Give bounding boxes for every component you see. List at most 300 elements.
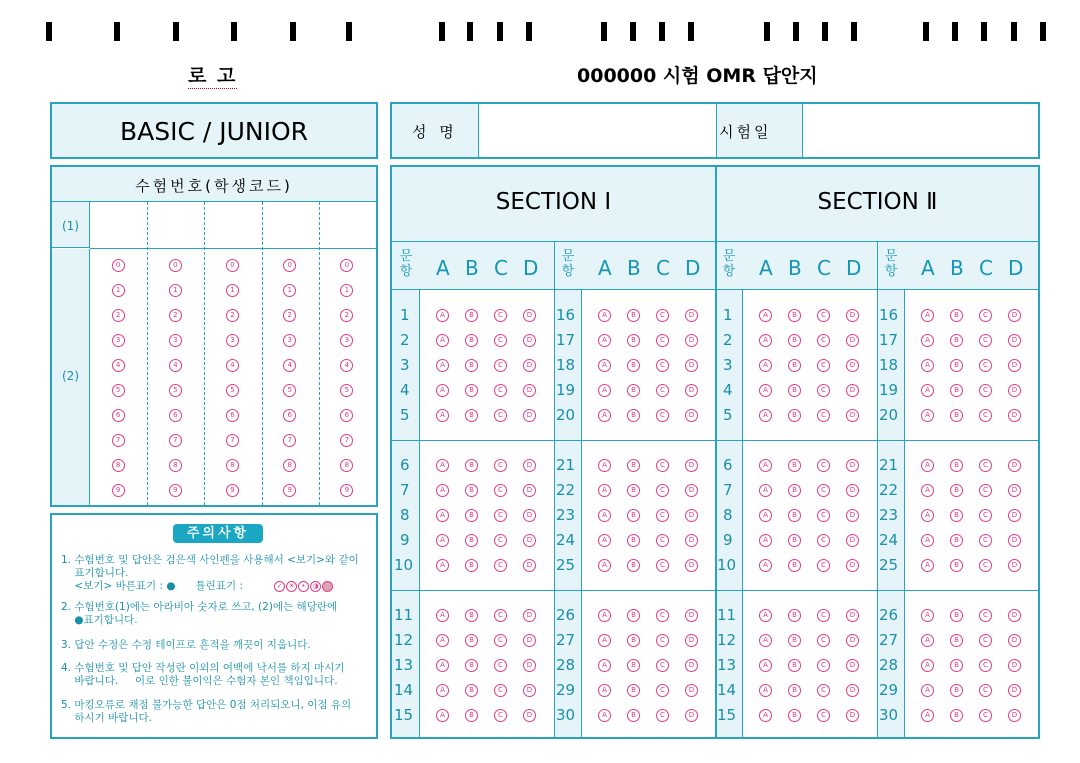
answer-bubble[interactable]: C bbox=[979, 634, 992, 647]
answer-bubble[interactable]: B bbox=[465, 384, 478, 397]
answer-bubble[interactable]: C bbox=[494, 609, 507, 622]
answer-bubble[interactable]: C bbox=[494, 684, 507, 697]
code-digit-bubble[interactable]: 4 bbox=[340, 359, 353, 372]
answer-bubble[interactable]: C bbox=[656, 459, 669, 472]
answer-bubble[interactable]: D bbox=[1008, 409, 1021, 422]
code-digit-bubble[interactable]: 3 bbox=[169, 334, 182, 347]
code-digit-bubble[interactable]: 0 bbox=[169, 259, 182, 272]
answer-bubble[interactable]: C bbox=[979, 384, 992, 397]
answer-bubble[interactable]: D bbox=[846, 659, 859, 672]
answer-bubble[interactable]: D bbox=[1008, 484, 1021, 497]
answer-bubble[interactable]: D bbox=[523, 659, 536, 672]
answer-bubble[interactable]: C bbox=[817, 659, 830, 672]
answer-bubble[interactable]: D bbox=[523, 709, 536, 722]
answer-bubble[interactable]: D bbox=[685, 609, 698, 622]
code-digit-bubble[interactable]: 3 bbox=[226, 334, 239, 347]
answer-bubble[interactable]: A bbox=[598, 384, 611, 397]
answer-bubble[interactable]: A bbox=[921, 609, 934, 622]
answer-bubble[interactable]: C bbox=[656, 359, 669, 372]
answer-bubble[interactable]: B bbox=[788, 409, 801, 422]
answer-bubble[interactable]: A bbox=[921, 459, 934, 472]
answer-bubble[interactable]: A bbox=[598, 684, 611, 697]
code-digit-bubble[interactable]: 1 bbox=[340, 284, 353, 297]
answer-bubble[interactable]: B bbox=[950, 309, 963, 322]
answer-bubble[interactable]: A bbox=[598, 709, 611, 722]
answer-bubble[interactable]: A bbox=[921, 309, 934, 322]
answer-bubble[interactable]: B bbox=[627, 359, 640, 372]
answer-bubble[interactable]: D bbox=[523, 359, 536, 372]
answer-bubble[interactable]: D bbox=[846, 459, 859, 472]
answer-bubble[interactable]: C bbox=[494, 634, 507, 647]
answer-bubble[interactable]: A bbox=[759, 359, 772, 372]
answer-bubble[interactable]: B bbox=[788, 459, 801, 472]
answer-bubble[interactable]: C bbox=[656, 559, 669, 572]
answer-bubble[interactable]: D bbox=[685, 659, 698, 672]
answer-bubble[interactable]: C bbox=[656, 534, 669, 547]
answer-bubble[interactable]: B bbox=[788, 384, 801, 397]
answer-bubble[interactable]: C bbox=[656, 309, 669, 322]
answer-bubble[interactable]: C bbox=[817, 484, 830, 497]
answer-bubble[interactable]: D bbox=[685, 534, 698, 547]
answer-bubble[interactable]: D bbox=[523, 634, 536, 647]
code-digit-bubble[interactable]: 2 bbox=[112, 309, 125, 322]
code-write-cell[interactable] bbox=[206, 204, 259, 246]
answer-bubble[interactable]: B bbox=[465, 359, 478, 372]
answer-bubble[interactable]: D bbox=[523, 309, 536, 322]
answer-bubble[interactable]: B bbox=[788, 609, 801, 622]
answer-bubble[interactable]: D bbox=[685, 684, 698, 697]
answer-bubble[interactable]: B bbox=[950, 709, 963, 722]
answer-bubble[interactable]: B bbox=[788, 334, 801, 347]
answer-bubble[interactable]: A bbox=[598, 659, 611, 672]
answer-bubble[interactable]: C bbox=[979, 359, 992, 372]
answer-bubble[interactable]: A bbox=[436, 559, 449, 572]
code-digit-bubble[interactable]: 9 bbox=[112, 484, 125, 497]
answer-bubble[interactable]: C bbox=[979, 334, 992, 347]
answer-bubble[interactable]: D bbox=[1008, 709, 1021, 722]
answer-bubble[interactable]: B bbox=[465, 509, 478, 522]
answer-bubble[interactable]: D bbox=[846, 384, 859, 397]
answer-bubble[interactable]: C bbox=[979, 309, 992, 322]
answer-bubble[interactable]: A bbox=[921, 409, 934, 422]
answer-bubble[interactable]: B bbox=[788, 359, 801, 372]
answer-bubble[interactable]: D bbox=[685, 509, 698, 522]
code-digit-bubble[interactable]: 3 bbox=[112, 334, 125, 347]
answer-bubble[interactable]: B bbox=[465, 334, 478, 347]
answer-bubble[interactable]: A bbox=[921, 509, 934, 522]
code-digit-bubble[interactable]: 0 bbox=[340, 259, 353, 272]
answer-bubble[interactable]: C bbox=[979, 484, 992, 497]
answer-bubble[interactable]: C bbox=[494, 709, 507, 722]
code-digit-bubble[interactable]: 1 bbox=[226, 284, 239, 297]
answer-bubble[interactable]: B bbox=[950, 409, 963, 422]
answer-bubble[interactable]: D bbox=[846, 709, 859, 722]
name-field[interactable] bbox=[480, 104, 716, 157]
answer-bubble[interactable]: B bbox=[950, 684, 963, 697]
code-digit-bubble[interactable]: 3 bbox=[283, 334, 296, 347]
answer-bubble[interactable]: A bbox=[759, 334, 772, 347]
code-digit-bubble[interactable]: 6 bbox=[112, 409, 125, 422]
answer-bubble[interactable]: D bbox=[685, 559, 698, 572]
answer-bubble[interactable]: B bbox=[627, 684, 640, 697]
answer-bubble[interactable]: C bbox=[494, 484, 507, 497]
answer-bubble[interactable]: B bbox=[465, 709, 478, 722]
answer-bubble[interactable]: C bbox=[817, 384, 830, 397]
answer-bubble[interactable]: D bbox=[846, 509, 859, 522]
answer-bubble[interactable]: B bbox=[627, 659, 640, 672]
answer-bubble[interactable]: B bbox=[465, 634, 478, 647]
answer-bubble[interactable]: D bbox=[685, 709, 698, 722]
answer-bubble[interactable]: D bbox=[1008, 459, 1021, 472]
answer-bubble[interactable]: D bbox=[1008, 609, 1021, 622]
answer-bubble[interactable]: C bbox=[979, 609, 992, 622]
answer-bubble[interactable]: C bbox=[979, 659, 992, 672]
code-digit-bubble[interactable]: 5 bbox=[112, 384, 125, 397]
answer-bubble[interactable]: B bbox=[788, 309, 801, 322]
answer-bubble[interactable]: C bbox=[656, 634, 669, 647]
answer-bubble[interactable]: C bbox=[817, 634, 830, 647]
answer-bubble[interactable]: C bbox=[656, 709, 669, 722]
answer-bubble[interactable]: B bbox=[627, 384, 640, 397]
answer-bubble[interactable]: D bbox=[1008, 534, 1021, 547]
answer-bubble[interactable]: D bbox=[523, 334, 536, 347]
code-digit-bubble[interactable]: 3 bbox=[340, 334, 353, 347]
code-digit-bubble[interactable]: 9 bbox=[169, 484, 182, 497]
answer-bubble[interactable]: D bbox=[846, 684, 859, 697]
answer-bubble[interactable]: A bbox=[436, 534, 449, 547]
answer-bubble[interactable]: D bbox=[523, 559, 536, 572]
code-digit-bubble[interactable]: 5 bbox=[169, 384, 182, 397]
answer-bubble[interactable]: A bbox=[759, 559, 772, 572]
answer-bubble[interactable]: B bbox=[465, 684, 478, 697]
answer-bubble[interactable]: C bbox=[494, 334, 507, 347]
answer-bubble[interactable]: B bbox=[627, 609, 640, 622]
answer-bubble[interactable]: A bbox=[436, 484, 449, 497]
answer-bubble[interactable]: B bbox=[627, 559, 640, 572]
answer-bubble[interactable]: A bbox=[598, 334, 611, 347]
code-digit-bubble[interactable]: 6 bbox=[340, 409, 353, 422]
answer-bubble[interactable]: D bbox=[1008, 384, 1021, 397]
answer-bubble[interactable]: A bbox=[598, 359, 611, 372]
answer-bubble[interactable]: B bbox=[627, 459, 640, 472]
code-digit-bubble[interactable]: 4 bbox=[169, 359, 182, 372]
answer-bubble[interactable]: C bbox=[656, 334, 669, 347]
answer-bubble[interactable]: C bbox=[494, 559, 507, 572]
answer-bubble[interactable]: A bbox=[921, 484, 934, 497]
answer-bubble[interactable]: A bbox=[598, 484, 611, 497]
answer-bubble[interactable]: A bbox=[598, 609, 611, 622]
code-digit-bubble[interactable]: 7 bbox=[169, 434, 182, 447]
answer-bubble[interactable]: B bbox=[465, 559, 478, 572]
answer-bubble[interactable]: B bbox=[627, 309, 640, 322]
answer-bubble[interactable]: D bbox=[523, 509, 536, 522]
answer-bubble[interactable]: A bbox=[759, 459, 772, 472]
answer-bubble[interactable]: C bbox=[656, 684, 669, 697]
answer-bubble[interactable]: A bbox=[759, 409, 772, 422]
code-digit-bubble[interactable]: 1 bbox=[112, 284, 125, 297]
choice-letter-header: A bbox=[921, 256, 935, 280]
answer-bubble[interactable]: B bbox=[788, 534, 801, 547]
answer-bubble[interactable]: D bbox=[1008, 334, 1021, 347]
answer-bubble[interactable]: A bbox=[436, 684, 449, 697]
answer-bubble[interactable]: C bbox=[494, 384, 507, 397]
answer-bubble[interactable]: A bbox=[759, 609, 772, 622]
answer-bubble[interactable]: B bbox=[950, 659, 963, 672]
code-digit-bubble[interactable]: 8 bbox=[283, 459, 296, 472]
answer-bubble[interactable]: A bbox=[759, 384, 772, 397]
answer-bubble[interactable]: B bbox=[627, 409, 640, 422]
answer-bubble[interactable]: D bbox=[685, 409, 698, 422]
code-write-cell[interactable] bbox=[92, 204, 145, 246]
code-digit-bubble[interactable]: 2 bbox=[169, 309, 182, 322]
answer-bubble[interactable]: A bbox=[436, 609, 449, 622]
answer-bubble[interactable]: D bbox=[846, 609, 859, 622]
answer-bubble[interactable]: C bbox=[979, 684, 992, 697]
answer-bubble[interactable]: B bbox=[627, 334, 640, 347]
answer-bubble[interactable]: C bbox=[656, 609, 669, 622]
answer-bubble[interactable]: A bbox=[921, 334, 934, 347]
code-digit-bubble[interactable]: 6 bbox=[283, 409, 296, 422]
answer-bubble[interactable]: A bbox=[921, 384, 934, 397]
code-digit-bubble[interactable]: 2 bbox=[283, 309, 296, 322]
answer-bubble[interactable]: C bbox=[817, 684, 830, 697]
code-digit-bubble[interactable]: 5 bbox=[283, 384, 296, 397]
code-digit-bubble[interactable]: 8 bbox=[112, 459, 125, 472]
answer-bubble[interactable]: D bbox=[1008, 659, 1021, 672]
answer-bubble[interactable]: A bbox=[598, 634, 611, 647]
answer-bubble[interactable]: A bbox=[598, 309, 611, 322]
answer-bubble[interactable]: A bbox=[436, 409, 449, 422]
answer-bubble[interactable]: D bbox=[523, 609, 536, 622]
answer-bubble[interactable]: D bbox=[685, 384, 698, 397]
answer-bubble[interactable]: C bbox=[979, 709, 992, 722]
code-digit-bubble[interactable]: 5 bbox=[226, 384, 239, 397]
student-code-header bbox=[52, 167, 376, 202]
answer-bubble[interactable]: B bbox=[627, 509, 640, 522]
answer-bubble[interactable]: B bbox=[950, 359, 963, 372]
answer-bubble[interactable]: B bbox=[627, 709, 640, 722]
answer-bubble[interactable]: A bbox=[921, 709, 934, 722]
answer-bubble[interactable]: A bbox=[759, 309, 772, 322]
answer-bubble[interactable]: D bbox=[846, 634, 859, 647]
answer-bubble[interactable]: C bbox=[817, 534, 830, 547]
answer-bubble[interactable]: B bbox=[465, 409, 478, 422]
answer-bubble[interactable]: D bbox=[523, 484, 536, 497]
answer-bubble[interactable]: A bbox=[436, 334, 449, 347]
answer-bubble[interactable]: B bbox=[950, 484, 963, 497]
answer-bubble[interactable]: D bbox=[846, 359, 859, 372]
code-digit-bubble[interactable]: 4 bbox=[112, 359, 125, 372]
answer-bubble[interactable]: B bbox=[465, 659, 478, 672]
answer-bubble[interactable]: D bbox=[1008, 684, 1021, 697]
answer-bubble[interactable]: B bbox=[465, 609, 478, 622]
answer-bubble[interactable]: A bbox=[436, 309, 449, 322]
answer-bubble[interactable]: B bbox=[950, 534, 963, 547]
answer-bubble[interactable]: C bbox=[979, 409, 992, 422]
answer-bubble[interactable]: C bbox=[494, 309, 507, 322]
answer-bubble[interactable]: D bbox=[1008, 509, 1021, 522]
answer-bubble[interactable]: B bbox=[465, 484, 478, 497]
answer-bubble[interactable]: D bbox=[846, 484, 859, 497]
code-digit-bubble[interactable]: 6 bbox=[169, 409, 182, 422]
answer-bubble[interactable]: A bbox=[436, 359, 449, 372]
answer-bubble[interactable]: B bbox=[950, 609, 963, 622]
answer-bubble[interactable]: B bbox=[627, 534, 640, 547]
answer-bubble[interactable]: A bbox=[921, 359, 934, 372]
code-digit-bubble[interactable]: 9 bbox=[226, 484, 239, 497]
code-write-cell[interactable] bbox=[264, 204, 317, 246]
answer-bubble[interactable]: A bbox=[436, 634, 449, 647]
answer-bubble[interactable]: A bbox=[921, 534, 934, 547]
code-digit-bubble[interactable]: 0 bbox=[226, 259, 239, 272]
answer-bubble[interactable]: C bbox=[494, 359, 507, 372]
answer-bubble[interactable]: C bbox=[656, 384, 669, 397]
answer-bubble[interactable]: D bbox=[846, 409, 859, 422]
answer-bubble[interactable]: A bbox=[759, 484, 772, 497]
answer-bubble[interactable]: B bbox=[788, 559, 801, 572]
answer-bubble[interactable]: C bbox=[817, 409, 830, 422]
code-digit-bubble[interactable]: 7 bbox=[226, 434, 239, 447]
code-digit-bubble[interactable]: 8 bbox=[226, 459, 239, 472]
answer-bubble[interactable]: D bbox=[846, 534, 859, 547]
code-digit-bubble[interactable]: 5 bbox=[340, 384, 353, 397]
answer-bubble[interactable]: A bbox=[921, 559, 934, 572]
answer-bubble[interactable]: D bbox=[523, 684, 536, 697]
answer-bubble[interactable]: C bbox=[494, 534, 507, 547]
answer-bubble[interactable]: D bbox=[685, 634, 698, 647]
answer-bubble[interactable]: C bbox=[494, 659, 507, 672]
code-digit-bubble[interactable]: 9 bbox=[340, 484, 353, 497]
answer-bubble[interactable]: C bbox=[494, 409, 507, 422]
answer-bubble[interactable]: A bbox=[759, 509, 772, 522]
answer-bubble[interactable]: B bbox=[950, 459, 963, 472]
answer-bubble[interactable]: D bbox=[846, 309, 859, 322]
answer-bubble[interactable]: C bbox=[817, 459, 830, 472]
answer-bubble[interactable]: C bbox=[656, 509, 669, 522]
answer-bubble[interactable]: B bbox=[788, 634, 801, 647]
answer-bubble[interactable]: B bbox=[788, 684, 801, 697]
answer-bubble[interactable]: B bbox=[788, 484, 801, 497]
answer-bubble[interactable]: A bbox=[759, 634, 772, 647]
answer-bubble[interactable]: B bbox=[950, 384, 963, 397]
code-digit-bubble[interactable]: 1 bbox=[169, 284, 182, 297]
answer-bubble[interactable]: A bbox=[921, 659, 934, 672]
answer-bubble[interactable]: C bbox=[979, 534, 992, 547]
answer-bubble[interactable]: D bbox=[846, 334, 859, 347]
code-digit-bubble[interactable]: 1 bbox=[283, 284, 296, 297]
answer-bubble[interactable]: B bbox=[788, 509, 801, 522]
answer-bubble[interactable]: B bbox=[950, 334, 963, 347]
date-field[interactable] bbox=[804, 104, 1038, 157]
answer-bubble[interactable]: C bbox=[494, 509, 507, 522]
code-digit-bubble[interactable]: 7 bbox=[112, 434, 125, 447]
answer-bubble[interactable]: C bbox=[656, 484, 669, 497]
answer-bubble[interactable]: B bbox=[950, 509, 963, 522]
code-digit-bubble[interactable]: 0 bbox=[283, 259, 296, 272]
answer-bubble[interactable]: B bbox=[465, 534, 478, 547]
answer-bubble[interactable]: C bbox=[817, 559, 830, 572]
answer-bubble[interactable]: D bbox=[1008, 634, 1021, 647]
answer-bubble[interactable]: D bbox=[1008, 559, 1021, 572]
answer-bubble[interactable]: C bbox=[979, 459, 992, 472]
answer-bubble[interactable]: D bbox=[685, 334, 698, 347]
answer-bubble[interactable]: A bbox=[598, 559, 611, 572]
answer-bubble[interactable]: B bbox=[950, 634, 963, 647]
answer-bubble[interactable]: C bbox=[817, 709, 830, 722]
answer-bubble[interactable]: D bbox=[685, 309, 698, 322]
answer-bubble[interactable]: C bbox=[656, 409, 669, 422]
answer-bubble[interactable]: A bbox=[759, 684, 772, 697]
answer-bubble[interactable]: A bbox=[436, 459, 449, 472]
answer-bubble[interactable]: C bbox=[494, 459, 507, 472]
answer-bubble[interactable]: D bbox=[846, 559, 859, 572]
code-digit-bubble[interactable]: 8 bbox=[340, 459, 353, 472]
code-digit-bubble[interactable]: 2 bbox=[226, 309, 239, 322]
answer-bubble[interactable]: B bbox=[788, 709, 801, 722]
code-digit-bubble[interactable]: 7 bbox=[283, 434, 296, 447]
question-number: 12 bbox=[717, 631, 737, 649]
answer-bubble[interactable]: A bbox=[759, 659, 772, 672]
answer-bubble[interactable]: D bbox=[523, 459, 536, 472]
answer-bubble[interactable]: A bbox=[921, 684, 934, 697]
answer-bubble[interactable]: B bbox=[950, 559, 963, 572]
answer-bubble[interactable]: C bbox=[817, 609, 830, 622]
code-digit-bubble[interactable]: 0 bbox=[112, 259, 125, 272]
answer-bubble[interactable]: A bbox=[436, 384, 449, 397]
code-digit-bubble[interactable]: 7 bbox=[340, 434, 353, 447]
answer-bubble[interactable]: A bbox=[436, 509, 449, 522]
answer-bubble[interactable]: D bbox=[523, 409, 536, 422]
answer-bubble[interactable]: A bbox=[436, 659, 449, 672]
answer-bubble[interactable]: D bbox=[1008, 359, 1021, 372]
answer-bubble[interactable]: B bbox=[465, 459, 478, 472]
answer-bubble[interactable]: B bbox=[788, 659, 801, 672]
answer-bubble[interactable]: C bbox=[817, 309, 830, 322]
answer-bubble[interactable]: A bbox=[759, 709, 772, 722]
code-digit-bubble[interactable]: 2 bbox=[340, 309, 353, 322]
code-write-cell[interactable] bbox=[149, 204, 202, 246]
answer-bubble[interactable]: A bbox=[598, 509, 611, 522]
answer-bubble[interactable]: A bbox=[921, 634, 934, 647]
answer-bubble[interactable]: D bbox=[523, 534, 536, 547]
answer-bubble[interactable]: C bbox=[817, 509, 830, 522]
code-write-cell[interactable] bbox=[321, 204, 374, 246]
answer-bubble[interactable]: D bbox=[685, 459, 698, 472]
answer-bubble[interactable]: A bbox=[598, 534, 611, 547]
answer-bubble[interactable]: C bbox=[817, 334, 830, 347]
code-digit-bubble[interactable]: 6 bbox=[226, 409, 239, 422]
answer-bubble[interactable]: C bbox=[817, 359, 830, 372]
answer-bubble[interactable]: A bbox=[436, 709, 449, 722]
code-digit-bubble[interactable]: 8 bbox=[169, 459, 182, 472]
answer-bubble[interactable]: C bbox=[656, 659, 669, 672]
code-digit-bubble[interactable]: 9 bbox=[283, 484, 296, 497]
answer-bubble[interactable]: C bbox=[979, 559, 992, 572]
answer-bubble[interactable]: B bbox=[465, 309, 478, 322]
answer-bubble[interactable]: C bbox=[979, 509, 992, 522]
answer-bubble[interactable]: D bbox=[685, 484, 698, 497]
answer-bubble[interactable]: A bbox=[598, 409, 611, 422]
answer-bubble[interactable]: B bbox=[627, 634, 640, 647]
answer-bubble[interactable]: A bbox=[598, 459, 611, 472]
answer-bubble[interactable]: D bbox=[523, 384, 536, 397]
code-digit-bubble[interactable]: 4 bbox=[283, 359, 296, 372]
code-digit-bubble[interactable]: 4 bbox=[226, 359, 239, 372]
answer-bubble[interactable]: D bbox=[685, 359, 698, 372]
answer-bubble[interactable]: B bbox=[627, 484, 640, 497]
answer-bubble[interactable]: D bbox=[1008, 309, 1021, 322]
answer-bubble[interactable]: A bbox=[759, 534, 772, 547]
